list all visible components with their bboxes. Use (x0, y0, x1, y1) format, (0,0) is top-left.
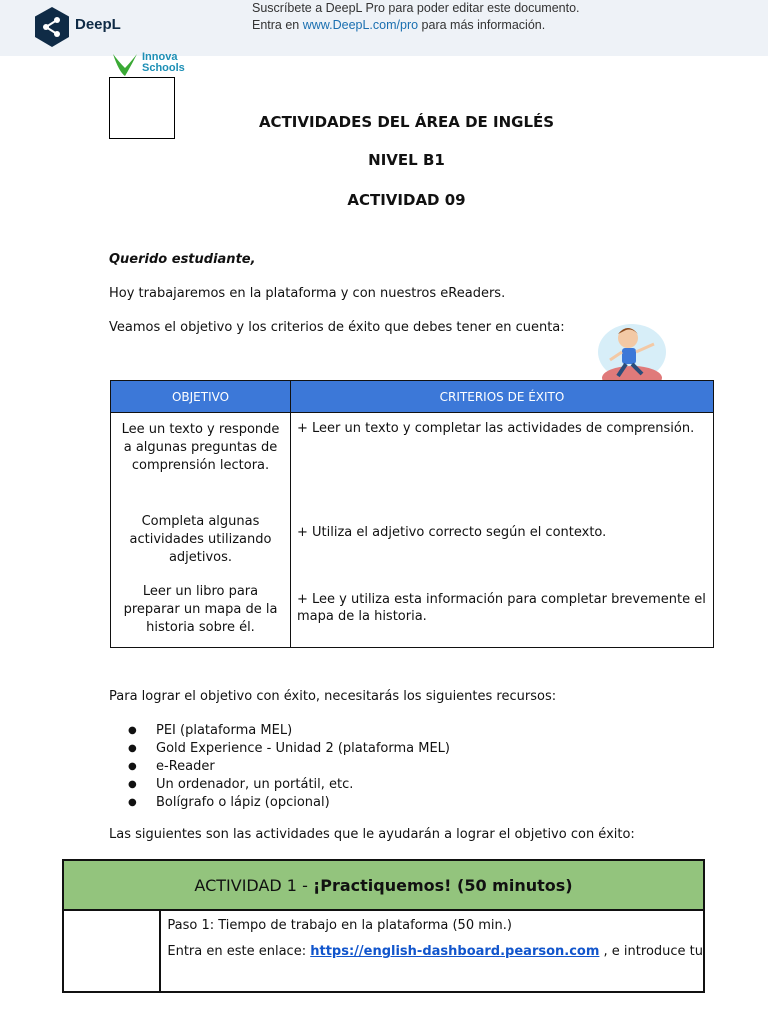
activity-1-title-prefix: ACTIVIDAD 1 - (194, 875, 313, 895)
objective-cell: Lee un texto y responde a algunas preguntas de comprensión lectora. (111, 413, 291, 514)
step-1-heading: Paso 1: Tiempo de trabajo en la plataforma (50 min.) (167, 918, 512, 933)
school-logo-text (142, 52, 185, 74)
list-item: ● Gold Experience - Unidad 2 (plataforma MEL) (128, 740, 450, 758)
level-title: NIVEL B1 (368, 151, 445, 169)
objective-cell: Completa algunas actividades utilizando adjetivos. (111, 513, 291, 583)
step-1-instructions (167, 939, 703, 965)
activity-1-table (62, 859, 705, 993)
intro-line-1: Hoy trabajaremos en la plataforma y con nuestros eReaders. (109, 286, 506, 301)
school-logo-line-2: Schools (142, 62, 185, 74)
table-row (111, 413, 714, 514)
pearson-dashboard-link[interactable]: https://english-dashboard.pearson.com (310, 944, 600, 959)
objective-cell: Leer un libro para preparar un mapa de la historia sobre él. (111, 583, 291, 648)
list-item: ● Un ordenador, un portátil, etc. (128, 776, 450, 794)
activity-1-header-row (63, 860, 704, 910)
deepl-logo-icon (33, 6, 71, 48)
deepl-pro-link[interactable]: www.DeepL.com/pro (302, 18, 419, 32)
activity-1-empty-cell (63, 910, 160, 992)
page-title: ACTIVIDADES DEL ÁREA DE INGLÉS (258, 113, 555, 131)
list-item: ● PEI (plataforma MEL) (128, 722, 450, 740)
table-row (111, 513, 714, 583)
deepl-banner (0, 0, 768, 56)
criteria-header: CRITERIOS DE ÉXITO (291, 381, 714, 413)
objective-header: OBJETIVO (111, 381, 291, 413)
criterion-cell: + Utiliza el adjetivo correcto según el contexto. (291, 513, 714, 583)
banner-line-2-prefix: Entra en (252, 18, 303, 32)
criteria-table (110, 380, 714, 648)
activities-intro: Las siguientes son las actividades que le ayudarán a lograr el objetivo con éxito: (109, 827, 635, 842)
criteria-table-header (111, 381, 714, 413)
criterion-cell: + Lee y utiliza esta información para completar brevemente el mapa de la historia. (291, 583, 714, 648)
activity-number-title: ACTIVIDAD 09 (347, 191, 466, 209)
banner-line-1: Suscríbete a DeepL Pro para poder editar este documento. (252, 1, 580, 15)
criterion-cell: + Leer un texto y completar las actividades de comprensión. (291, 413, 714, 514)
table-row (111, 583, 714, 648)
deepl-brand-name: DeepL (75, 16, 121, 33)
activity-1-title-main: ¡Practiquemos! (50 minutos) (312, 875, 573, 895)
step-1-enter-suffix: , e introduce tu (599, 944, 703, 959)
banner-line-2-suffix: para más información. (418, 18, 546, 32)
intro-line-2: Veamos el objetivo y los criterios de éxito que debes tener en cuenta: (109, 320, 565, 335)
activity-1-title (63, 860, 704, 910)
list-item: ● e-Reader (128, 758, 450, 776)
resources-intro: Para lograr el objetivo con éxito, necesitarás los siguientes recursos: (109, 689, 557, 704)
greeting: Querido estudiante, (109, 252, 256, 267)
step-1-enter-prefix: Entra en este enlace: (167, 944, 311, 959)
activity-1-step-row (63, 910, 704, 992)
list-item: ● Bolígrafo o lápiz (opcional) (128, 794, 450, 812)
school-logo-line-1: Innova (142, 51, 178, 63)
resources-list (128, 722, 450, 812)
banner-line-2 (252, 17, 545, 34)
activity-1-step-cell (160, 910, 704, 992)
